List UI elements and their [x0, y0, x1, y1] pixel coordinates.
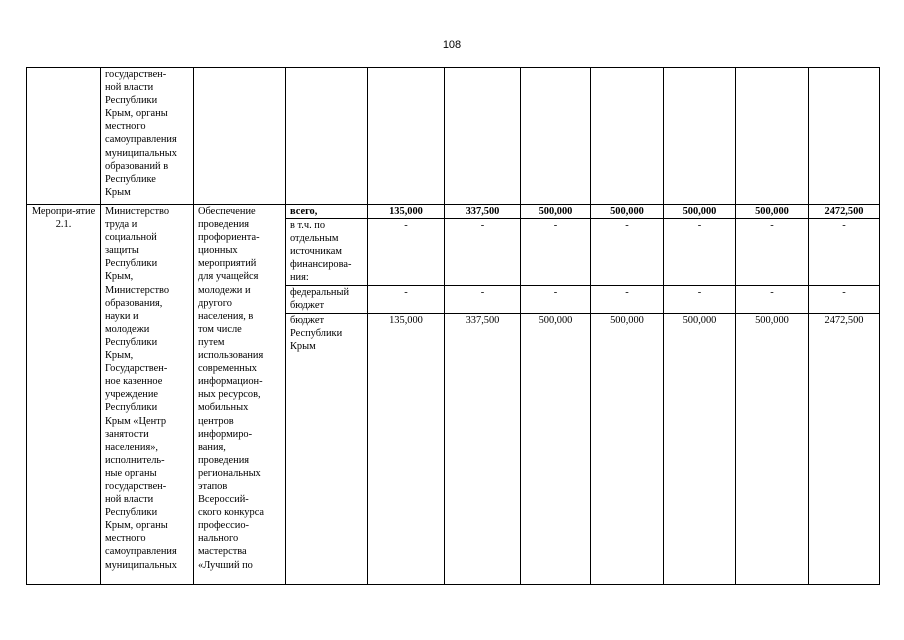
- cell-line: Министерство: [105, 284, 170, 296]
- cell-value: -: [664, 286, 736, 314]
- cell-line: местного: [105, 533, 146, 545]
- cell-executors: [101, 205, 194, 585]
- cell-value: 500,000: [521, 314, 591, 585]
- cell-value: -: [736, 286, 809, 314]
- cell-line: ной власти: [105, 494, 154, 506]
- cell-value-top: [736, 68, 809, 205]
- cell-value-top: [368, 68, 445, 205]
- cell-line: ные органы: [105, 467, 157, 479]
- cell-line: Республики: [105, 507, 158, 519]
- cell-value: -: [445, 219, 521, 286]
- cell-value: 500,000: [664, 205, 736, 219]
- cell-line: труда и: [105, 219, 138, 231]
- cell-line: региональных: [198, 467, 261, 479]
- cell-value: 500,000: [736, 314, 809, 585]
- cell-line: информиро-: [198, 428, 253, 440]
- cell-line: защиты: [105, 245, 139, 257]
- cell-value: -: [521, 219, 591, 286]
- cell-line: профориента-: [198, 232, 260, 244]
- cell-value: 337,500: [445, 205, 521, 219]
- cell-executors-top: [101, 68, 194, 205]
- cell-value: 500,000: [591, 314, 664, 585]
- cell-line: использования: [198, 350, 264, 362]
- cell-line: мероприятий: [198, 258, 257, 270]
- cell-value: 135,000: [368, 314, 445, 585]
- cell-source: бюджет Республики Крым: [286, 314, 368, 585]
- cell-line: информацион-: [198, 376, 263, 388]
- cell-line: муниципальных: [105, 147, 177, 159]
- executors-text: [105, 205, 189, 572]
- cell-line: населения, в: [198, 310, 254, 322]
- cell-line: Крым, органы: [105, 520, 168, 532]
- cell-line: муниципальных: [105, 559, 177, 571]
- cell-line: населения»,: [105, 441, 159, 453]
- cell-value: 337,500: [445, 314, 521, 585]
- cell-line: для учащейся: [198, 271, 259, 283]
- cell-line: Республики: [105, 336, 158, 348]
- cell-line: Крым: [105, 186, 131, 198]
- cell-value: -: [591, 219, 664, 286]
- cell-value-top: [809, 68, 880, 205]
- cell-line: этапов: [198, 480, 228, 492]
- cell-line: занятости: [105, 428, 149, 440]
- cell-line: местного: [105, 121, 146, 133]
- cell-value: -: [809, 286, 880, 314]
- cell-line: том числе: [198, 323, 242, 335]
- cell-value: 500,000: [664, 314, 736, 585]
- cell-line: Крым,: [105, 271, 134, 283]
- cell-line: Республики: [105, 258, 158, 270]
- cell-value: -: [521, 286, 591, 314]
- cell-line: «Лучший по: [198, 559, 253, 571]
- cell-line: ных ресурсов,: [198, 389, 261, 401]
- cell-line: Республике: [105, 173, 156, 185]
- cell-value-top: [445, 68, 521, 205]
- cell-line: ной власти: [105, 82, 154, 94]
- cell-line: Меропри-ятие 2.1.: [31, 206, 96, 231]
- cell-source: в т.ч. по отдельным источникам финансирова-ния:: [286, 219, 368, 286]
- cell-line: молодежи и: [198, 284, 251, 296]
- cell-value: -: [736, 219, 809, 286]
- cell-line: учреждение: [105, 389, 159, 401]
- cell-line: ского конкурса: [198, 507, 265, 519]
- cell-line: проведения: [198, 454, 250, 466]
- executors-top-text: [105, 68, 189, 199]
- cell-line: мастерства: [198, 546, 247, 558]
- cell-value-top: [591, 68, 664, 205]
- cell-line: ное казенное: [105, 376, 163, 388]
- cell-line: Всероссий-: [198, 494, 249, 506]
- cell-line: образования,: [105, 297, 163, 309]
- cell-source-top: [286, 68, 368, 205]
- cell-line: государствен-: [105, 480, 167, 492]
- cell-line: ционных: [198, 245, 238, 257]
- cell-source: всего,: [286, 205, 368, 219]
- cell-line: другого: [198, 297, 232, 309]
- table-row-top: [27, 68, 880, 205]
- cell-line: образований в: [105, 160, 169, 172]
- cell-line: Государствен-: [105, 363, 168, 375]
- cell-value: 500,000: [736, 205, 809, 219]
- cell-line: профессио-: [198, 520, 249, 532]
- event-code-text: [29, 205, 98, 231]
- cell-value: -: [591, 286, 664, 314]
- cell-line: Министерство: [105, 206, 170, 217]
- cell-event-code: [27, 205, 101, 585]
- cell-line: мобильных: [198, 402, 249, 414]
- cell-description: [194, 205, 286, 585]
- cell-line: молодежи: [105, 323, 150, 335]
- cell-value: -: [664, 219, 736, 286]
- cell-line: самоуправления: [105, 134, 177, 146]
- cell-value: 2472,500: [809, 205, 880, 219]
- cell-value: 500,000: [521, 205, 591, 219]
- cell-line: Республики: [105, 402, 158, 414]
- cell-line: государствен-: [105, 69, 167, 80]
- cell-source: федеральный бюджет: [286, 286, 368, 314]
- cell-line: вания,: [198, 441, 226, 453]
- cell-value: 135,000: [368, 205, 445, 219]
- cell-line: Крым, органы: [105, 108, 168, 120]
- description-text: [198, 205, 281, 572]
- cell-line: самоуправления: [105, 546, 177, 558]
- cell-line: Крым «Центр: [105, 415, 167, 427]
- cell-line: центров: [198, 415, 234, 427]
- cell-line: современных: [198, 363, 258, 375]
- cell-value: -: [809, 219, 880, 286]
- cell-line: Республики: [105, 95, 158, 107]
- cell-line: путем: [198, 336, 225, 348]
- page-number: 108: [442, 39, 462, 51]
- cell-line: нального: [198, 533, 239, 545]
- table-row-total: [27, 205, 880, 219]
- cell-line: исполнитель-: [105, 454, 165, 466]
- cell-line: Обеспечение: [198, 206, 256, 217]
- cell-value: -: [368, 219, 445, 286]
- cell-value-top: [664, 68, 736, 205]
- cell-value: 500,000: [591, 205, 664, 219]
- budget-table: [26, 67, 880, 585]
- cell-line: проведения: [198, 219, 250, 231]
- cell-value: 2472,500: [809, 314, 880, 585]
- cell-description-top: [194, 68, 286, 205]
- cell-line: Крым,: [105, 350, 134, 362]
- cell-value: -: [368, 286, 445, 314]
- cell-value-top: [521, 68, 591, 205]
- cell-value: -: [445, 286, 521, 314]
- cell-event-name: [27, 68, 101, 205]
- cell-line: науки и: [105, 310, 139, 322]
- cell-line: социальной: [105, 232, 157, 244]
